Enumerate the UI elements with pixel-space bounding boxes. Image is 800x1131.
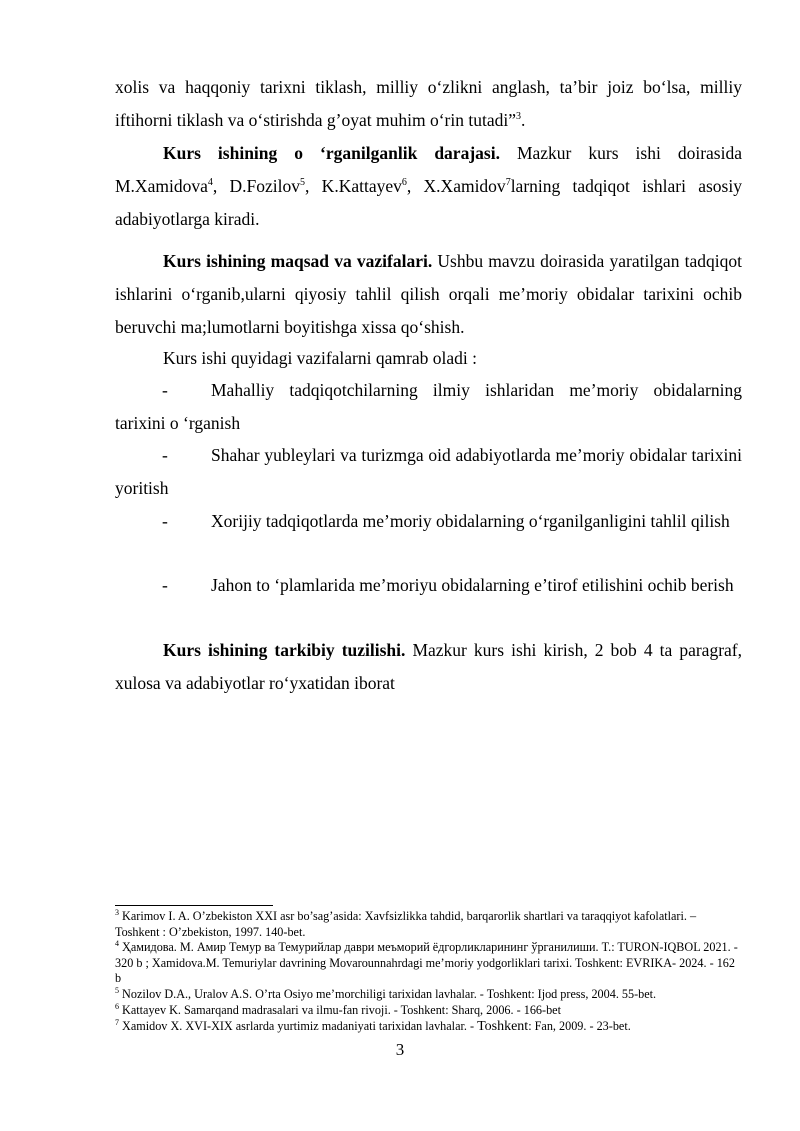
task-item-3: Xorijiy tadqiqotlarda me’moriy obidalarning o‘rganilganligini tahlil qilish [211,511,730,531]
footnote-6: $^6$ Kattayev K. Samarqand madrasalari va ilmu-fan rivoji. - Toshkent: Sharq, 2006. - 166-bet [115,1001,561,1017]
footnote-ref-6[interactable]: 6 [401,177,407,189]
task-dash-2: - [162,445,168,465]
task-item-4: Jahon to ‘plamlarida me’moriyu obidalarning e’tirof etilishini ochib berish [211,575,734,595]
tasks-intro: Kurs ishi quyidagi vazifalarni qamrab oladi : [163,348,477,368]
task-dash-1: - [162,380,168,400]
footnote-separator [115,905,273,906]
paragraph-goals: Kurs ishining maqsad va vazifalari. Ushbu mavzu doirasida yaratilgan tadqiqot ishlarini o‘rganib,ularni qiyosiy tahlil qilish orqali me’moriy obidalar tarixini ochib beruvchi ma;lumotlarni boyitishga xissa qo‘shish. [115,251,742,337]
paragraph-structure: Kurs ishining tarkibiy tuzilishi. Mazkur kurs ishi kirish, 2 bob 4 ta paragraf, xulosa va adabiyotlar ro‘yxatidan iborat [115,640,742,693]
footnote-7: $^7$ Xamidov X. XVI-XIX asrlarda yurtimiz madaniyati tarixidan lavhalar. - Toshkent: Fan, 2009. - 23-bet. [115,1017,631,1034]
footnote-4: $^4$ Ҳамидова. М. Амир Темур ва Темурийлар даври меъморий ёдгорликларининг ўрганилиши. T.: TURON-IQBOL 2021. - 320 b ; Xamidova.M. Temuriylar davrining Movarounnahrdagi me’moriy yodgorliklari tarixi. Toshkent: EVRIKA- 2024. - 162 b [115,938,738,985]
paragraph-study-level: Kurs ishining o ‘rganilganlik darajasi. Mazkur kurs ishi doirasida M.Xamidova$^4$, D.Fozilov$^5$, K.Kattayev$^6$, X.Xamidov$^7$larning tadqiqot ishlari asosiy adabiyotlarga kiradi. [115,143,742,229]
footnote-5: $^5$ Nozilov D.A., Uralov A.S. O’rta Osiyo me’morchiligi tarixidan lavhalar. - Toshkent: Ijod press, 2004. 55-bet. [115,985,657,1001]
footnote-ref-3[interactable]: 3 [515,111,521,123]
task-item-1: Mahalliy tadqiqotchilarning ilmiy ishlaridan me’moriy obidalarning tarixini o ‘rganish [115,380,742,433]
task-dash-3: - [162,511,168,531]
paragraph-intro-quote: xolis va haqqoniy tarixni tiklash, milliy o‘zlikni anglash, ta’bir joiz bo‘lsa, milliy iftihorni tiklash va o‘stirishda g’oyat muhim o‘rin tutadi”$^3$. [115,77,742,130]
task-item-2: Shahar yubleylari va turizmga oid adabiyotlarda me’moriy obidalar tarixini yoritish [115,445,742,498]
page-number: 3 [395,1040,405,1059]
task-dash-4: - [162,575,168,595]
section-heading-study-level: Kurs ishining o ‘rganilganlik darajasi. [163,143,500,163]
section-heading-goals: Kurs ishining maqsad va vazifalari. [163,251,433,271]
footnote-ref-4[interactable]: 4 [207,177,213,189]
footnote-ref-7[interactable]: 7 [505,177,511,189]
footnote-ref-5[interactable]: 5 [300,177,306,189]
section-heading-structure: Kurs ishining tarkibiy tuzilishi. [163,640,406,660]
footnote-3: $^3$ Karimov I. A. O’zbekiston XXI asr bo’sag’asida: Xavfsizlikka tahdid, barqarorlik shartlari va taraqqiyot kafolatlari. – Toshkent : O’zbekiston, 1997. 140-bet. [115,907,697,939]
